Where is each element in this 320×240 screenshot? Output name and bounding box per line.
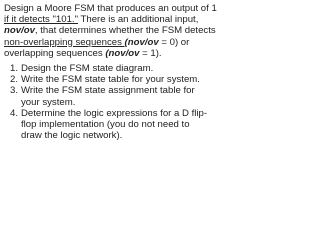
intro-line-3: [4, 25, 216, 37]
intro-text-underlined: non-overlapping sequences: [4, 36, 125, 48]
nov-ov-condition: (nov/ov: [105, 47, 140, 59]
task-number: 1.: [10, 63, 19, 75]
intro-text: overlapping sequences: [4, 47, 106, 59]
task-number: 3.: [10, 85, 19, 97]
intro-text-underlined: if it detects "101.": [4, 14, 79, 26]
task-list: [4, 63, 208, 142]
task-text: your system.: [21, 96, 76, 108]
task-text: flop implementation (you do not need to: [21, 119, 190, 131]
task-number: 2.: [10, 74, 19, 86]
intro-line-1: [4, 3, 217, 14]
nov-ov-input-name: nov/ov: [4, 25, 35, 37]
task-item: [4, 107, 208, 142]
intro-text: = 0) or: [158, 36, 190, 48]
problem-statement: [4, 3, 217, 142]
nov-ov-condition: (nov/ov: [124, 36, 159, 48]
task-number: 4.: [10, 107, 19, 119]
intro-text: Design a Moore FSM that produces an output of 1: [4, 3, 217, 14]
intro-line-5: [4, 48, 196, 59]
intro-text: , that determines whether the FSM detects: [34, 25, 216, 37]
task-text: Determine the logic expressions for a D flip-: [21, 107, 208, 119]
intro-text: = 1).: [139, 47, 162, 59]
intro-line-4: [4, 37, 196, 48]
task-text: draw the logic network).: [21, 130, 123, 142]
task-item: [4, 85, 196, 107]
intro-text: There is an additional input,: [78, 14, 199, 26]
task-text: Write the FSM state table for your system.: [21, 74, 200, 86]
problem-intro: [4, 3, 217, 59]
task-item: [4, 74, 200, 86]
task-text: Design the FSM state diagram.: [21, 63, 154, 75]
task-text: Write the FSM state assignment table for: [21, 85, 195, 97]
task-item: [4, 63, 196, 74]
intro-line-2: [4, 14, 199, 26]
